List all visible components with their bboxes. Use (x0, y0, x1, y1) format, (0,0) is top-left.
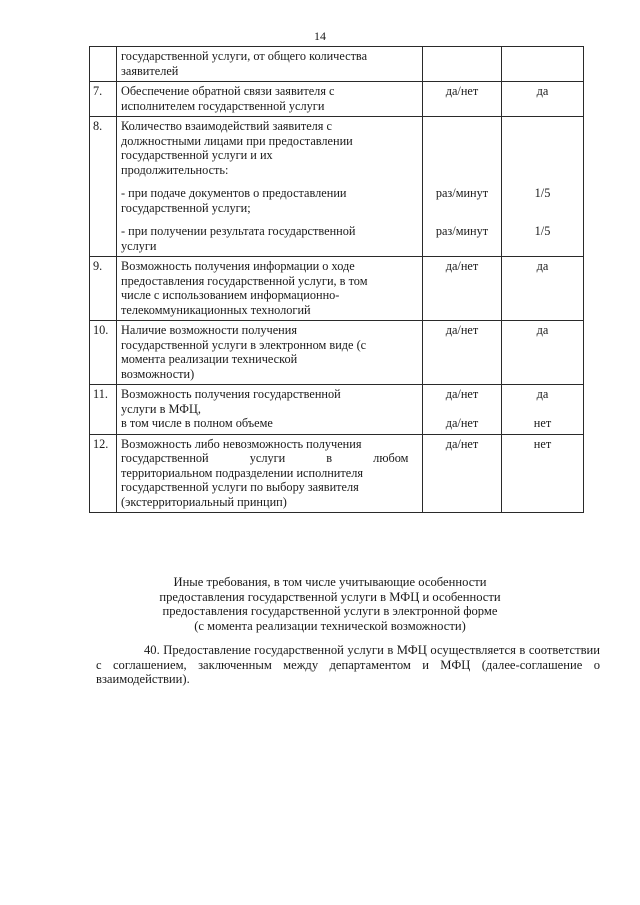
value-cell: нет (502, 434, 584, 513)
unit-cell: да/нет (423, 82, 502, 117)
row-number: 10. (90, 321, 117, 385)
row-number (90, 47, 117, 82)
value-cell (502, 47, 584, 82)
row-number: 11. (90, 385, 117, 435)
indicator-name: Количество взаимодействий заявителя с должностными лицами при предоставлении государственной услуги и их продолжительность: - при подаче документов о предоставлении государственной услуги; - при получении результата государственной услуги (117, 117, 423, 257)
unit-cell: да/нет (423, 257, 502, 321)
table-row (90, 82, 584, 117)
indicator-name: Возможность получения государственной услуги в МФЦ, в том числе в полном объеме (117, 385, 423, 435)
indicator-name: государственной услуги, от общего количества заявителей (117, 47, 423, 82)
indicators-table (89, 46, 584, 513)
sub-item-submission: - при подаче документов о предоставлении (121, 186, 347, 200)
row-number: 8. (90, 117, 117, 257)
unit-cell: раз/минут раз/минут (423, 117, 502, 257)
section-heading: Иные требования, в том числе учитывающие особенности предоставления государственной услуги в МФЦ и особенности предоставления государственной услуги в электронной форме (с момента реализации технической возможности) (159, 575, 501, 633)
table-row (90, 47, 584, 82)
paragraph-40 (96, 643, 600, 687)
indicator-name: Возможность либо невозможность получения государственной услуги в любом территориальном подразделении исполнителя государственной услуги по выбору заявителя (экстерриториальный принцип) (117, 434, 423, 513)
table-row (90, 257, 584, 321)
unit-cell (423, 47, 502, 82)
value-cell: да (502, 321, 584, 385)
indicator-name: Обеспечение обратной связи заявителя с исполнителем государственной услуги (117, 82, 423, 117)
unit-cell: да/нет (423, 434, 502, 513)
value-cell: да (502, 257, 584, 321)
indicator-name: Наличие возможности получения государственной услуги в электронном виде (с момента реализации технической возможности) (117, 321, 423, 385)
unit-cell: да/нет да/нет (423, 385, 502, 435)
row-number: 7. (90, 82, 117, 117)
paragraph-number: 40. (144, 643, 160, 657)
table-row (90, 385, 584, 435)
table-row (90, 117, 584, 257)
indicator-name: Возможность получения информации о ходе предоставления государственной услуги, в том числе с использованием информационно- телекоммуникационных технологий (117, 257, 423, 321)
unit-cell: да/нет (423, 321, 502, 385)
table-row (90, 321, 584, 385)
table-row (90, 434, 584, 513)
value-cell: да нет (502, 385, 584, 435)
page-number: 14 (314, 29, 326, 43)
row-number: 12. (90, 434, 117, 513)
value-cell: 1/5 1/5 (502, 117, 584, 257)
value-cell: да (502, 82, 584, 117)
paragraph-text: Предоставление государственной услуги в МФЦ осуществляется в соответствии с соглашением, заключенным между департаментом и МФЦ (далее-соглашение о взаимодействии). (96, 643, 600, 686)
row-number: 9. (90, 257, 117, 321)
sub-item-result: - при получении результата государственной (121, 224, 356, 238)
